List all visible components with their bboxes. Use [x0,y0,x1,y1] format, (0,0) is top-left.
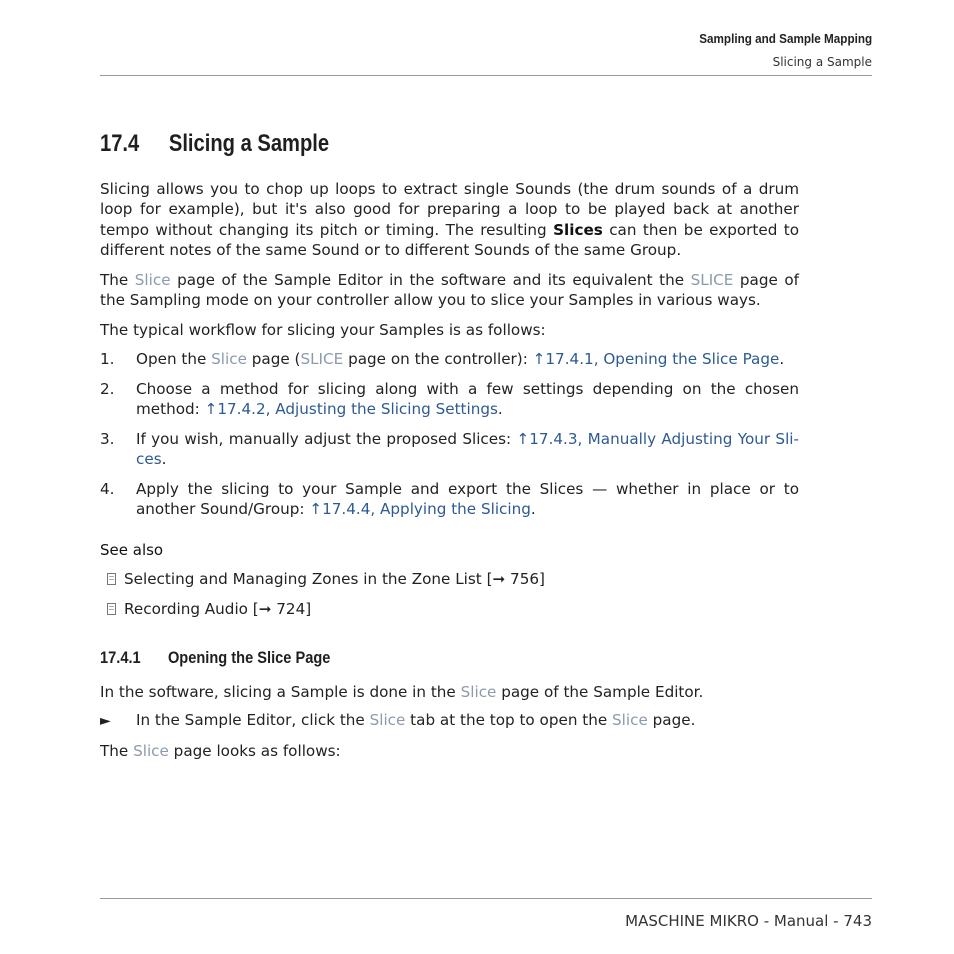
see-also-link[interactable] [107,570,545,588]
ui-term-slice-page: Slice [612,711,648,729]
text-run: . [161,450,167,469]
text-run: Open the [136,350,212,368]
text-run: The [100,271,135,289]
xref-link-17-4-2[interactable]: ↑17.4.2, Adjusting the Slicing Settings [204,400,498,419]
list-item [100,479,799,520]
text-run: page. [647,711,696,729]
list-item [100,349,799,370]
ui-term-slice: Slice [211,350,247,368]
subsection-number: 17.4.1 [100,648,141,667]
document-icon [107,603,116,615]
text-run: Apply the slicing to your Sample and export the Slices — whether in place or to another Sound/Group: [136,480,799,519]
intro-paragraph-2 [100,270,799,311]
header-divider [100,75,872,76]
see-also-label: Recording Audio [➞ 724] [124,600,312,618]
text-run: tab at the top to open the [405,711,613,729]
xref-link-17-4-1[interactable]: ↑17.4.1, Opening the Slice Page [532,350,780,368]
see-also-heading: See also [100,541,164,559]
bold-term-slices: Slices [553,220,603,239]
list-number: 4. [100,480,115,498]
xref-link-17-4-3[interactable]: ↑17.4.3, Manually Adjusting Your Sli-ces [136,430,799,469]
step-arrow-icon: ► [100,713,111,729]
document-icon [107,573,116,585]
list-item [100,429,799,470]
list-number: 2. [100,380,115,398]
section-title: Slicing a Sample [168,130,330,157]
section-number: 17.4 [100,130,140,157]
xref-link-17-4-4[interactable]: ↑17.4.4, Applying the Slicing [309,500,531,519]
text-run: If you wish, manually adjust the proposed Slices: [136,430,517,448]
ui-term-slice: Slice [460,683,497,701]
header-section: Slicing a Sample [772,55,872,69]
list-item [100,379,799,420]
ui-term-slice: Slice [134,271,171,289]
header-chapter: Sampling and Sample Mapping [699,31,872,46]
list-text [136,479,799,520]
text-run: Choose a method for slicing along with a few settings depending on the chosen method: [136,380,799,419]
ui-term-slice: Slice [133,742,169,760]
text-run: page of the Sample Editor. [496,683,704,701]
subsection-heading [100,648,330,668]
text-run: The [100,742,134,760]
list-number: 1. [100,350,115,368]
subsection-title: Opening the Slice Page [167,648,331,667]
footer-text: MASCHINE MIKRO - Manual - 743 [625,912,872,930]
text-run: In the Sample Editor, click the [136,711,370,729]
text-run: . [530,500,536,519]
intro-paragraph-1 [100,179,799,260]
list-text [136,429,799,470]
text-run: . [779,350,785,368]
ui-term-slice-hw: SLICE [300,350,344,368]
ui-term-slice-hw: SLICE [690,271,734,289]
see-also-label: Selecting and Managing Zones in the Zone List [➞ 756] [124,570,545,588]
text-run: Slicing allows you to chop up loops to extract single Sounds (the drum sounds of a drum loop for example), but it's also good for preparing a loop to be played back at another tempo without changing its pitch or timing. The resulting [100,180,799,239]
subsection-paragraph-2 [100,741,799,761]
text-run: page of the Sampling mode on your controller allow you to slice your Samples in various ways. [100,271,800,310]
ui-term-slice-tab: Slice [369,711,406,729]
instruction-step [100,711,695,729]
section-heading [100,130,329,158]
footer-divider [100,898,872,899]
see-also-link[interactable] [107,600,311,618]
text-run: page of the Sample Editor in the software and its equivalent the [170,271,691,289]
subsection-paragraph-1 [100,682,799,702]
list-number: 3. [100,430,115,448]
list-text [136,379,799,420]
text-run: . [497,400,503,419]
list-text [136,349,799,369]
text-run: page looks as follows: [168,742,341,760]
text-run: In the software, slicing a Sample is done in the [100,683,461,701]
text-run: page on the controller): [343,350,533,368]
text-run: page ( [246,350,301,368]
text-run: can then be exported to different notes of the same Sound or to different Sounds of the same Group. [100,220,800,259]
intro-paragraph-3: The typical workflow for slicing your Samples is as follows: [100,321,546,339]
